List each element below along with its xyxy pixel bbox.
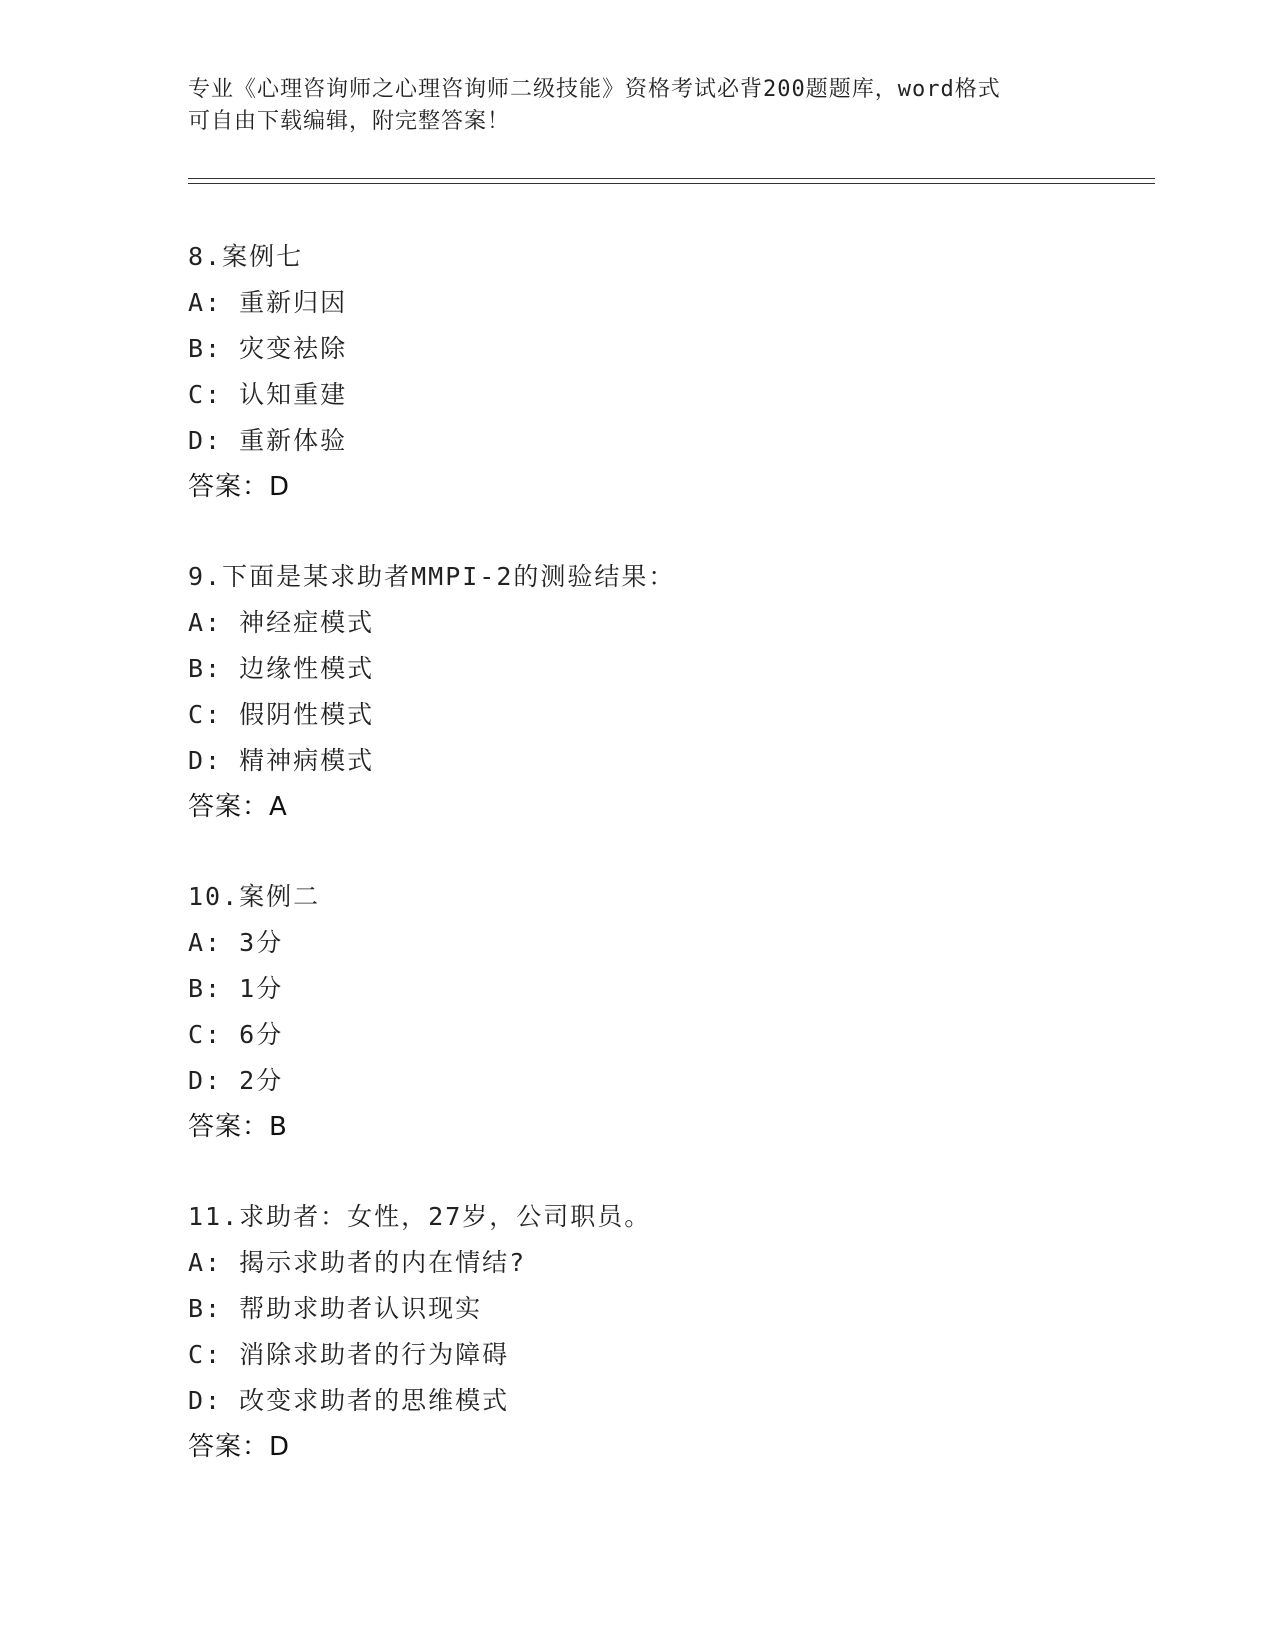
option-d: D: 改变求助者的思维模式 — [188, 1386, 510, 1415]
question-block — [188, 874, 1088, 1150]
option-c: C: 6分 — [188, 1020, 284, 1049]
question-block — [188, 554, 1088, 830]
option-d: D: 精神病模式 — [188, 746, 375, 775]
option-c: C: 消除求助者的行为障碍 — [188, 1340, 510, 1369]
answer-line: 答案：A — [188, 792, 288, 822]
option-b: B: 边缘性模式 — [188, 654, 375, 683]
option-c: C: 认知重建 — [188, 380, 348, 409]
question-title: 10.案例二 — [188, 882, 321, 911]
option-b: B: 灾变祛除 — [188, 334, 348, 363]
option-a: A: 神经症模式 — [188, 608, 375, 637]
option-b: B: 1分 — [188, 974, 284, 1003]
option-b: B: 帮助求助者认识现实 — [188, 1294, 483, 1323]
question-block — [188, 1194, 1088, 1470]
header-line-1: 专业《心理咨询师之心理咨询师二级技能》资格考试必背200题题库，word格式 — [188, 77, 1001, 102]
question-block — [188, 234, 1088, 510]
option-d: D: 重新体验 — [188, 426, 348, 455]
answer-line: 答案：D — [188, 1432, 291, 1462]
header-line-2: 可自由下载编辑，附完整答案！ — [188, 109, 511, 134]
question-title: 11.求助者：女性，27岁，公司职员。 — [188, 1202, 652, 1231]
option-c: C: 假阴性模式 — [188, 700, 375, 729]
option-a: A: 3分 — [188, 928, 284, 957]
option-d: D: 2分 — [188, 1066, 284, 1095]
answer-line: 答案：B — [188, 1112, 288, 1142]
header-divider-top — [188, 178, 1155, 179]
answer-line: 答案：D — [188, 472, 291, 502]
header-divider-bottom — [188, 183, 1155, 184]
question-title: 8.案例七 — [188, 242, 304, 271]
document-header — [188, 74, 1088, 138]
option-a: A: 揭示求助者的内在情结? — [188, 1248, 527, 1277]
question-title: 9.下面是某求助者MMPI-2的测验结果： — [188, 562, 676, 591]
option-a: A: 重新归因 — [188, 288, 348, 317]
